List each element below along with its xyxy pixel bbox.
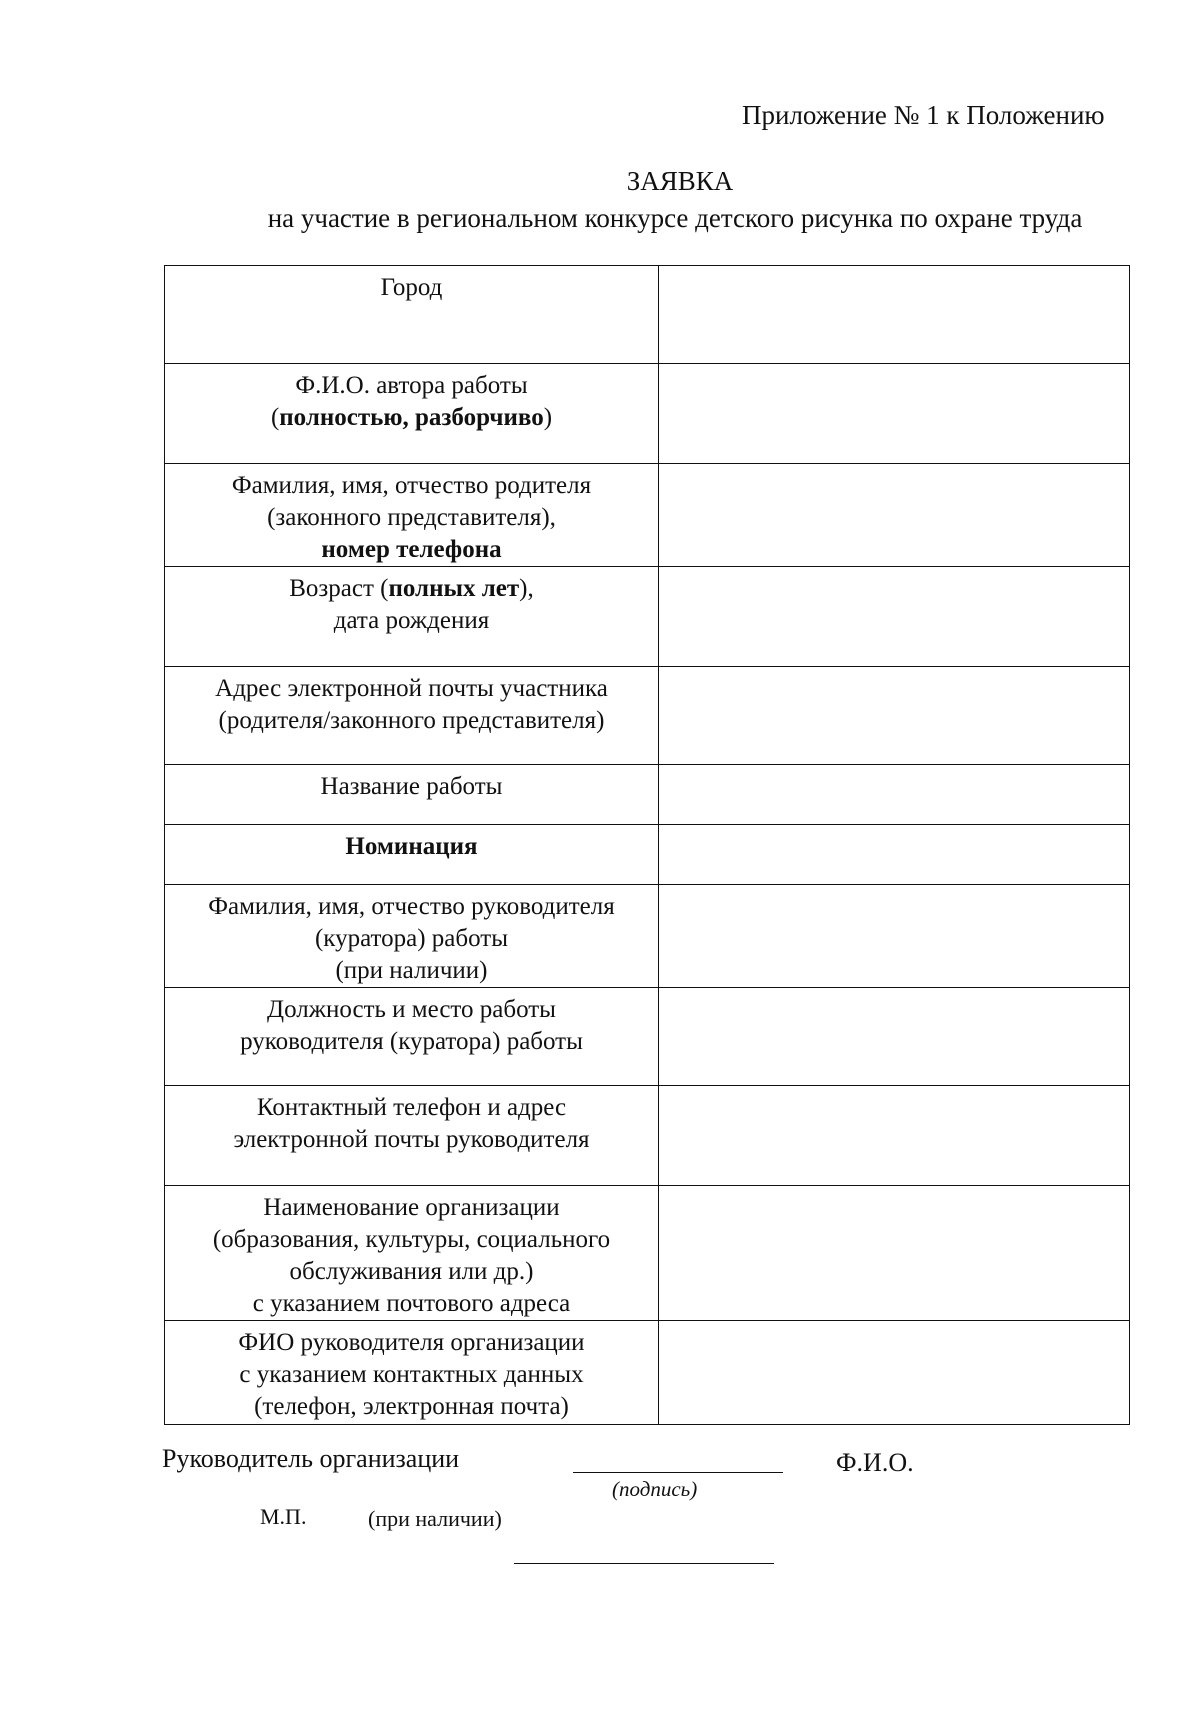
form-row: [165, 364, 1130, 464]
label-line: [165, 1391, 658, 1423]
label-text: руководителя (куратора) работы: [240, 1028, 583, 1055]
label-line: [165, 1026, 658, 1058]
form-row: [165, 1321, 1130, 1425]
label-text: Контактный телефон и адрес: [256, 1094, 567, 1121]
form-field-label: [165, 464, 659, 567]
stamp-note: (при наличии): [368, 1506, 502, 1531]
label-line: [165, 955, 658, 987]
form-field-input[interactable]: [659, 266, 1130, 364]
form-field-label: [165, 266, 659, 364]
form-field-label: [165, 667, 659, 765]
label-line: [165, 673, 658, 705]
signature-caption: (подпись): [612, 1477, 698, 1501]
label-text: Фамилия, имя, отчество родителя: [231, 472, 592, 499]
label-text: (образования, культуры, социального: [212, 1226, 611, 1253]
label-text: (при наличии): [335, 957, 488, 984]
signature-line[interactable]: [573, 1472, 783, 1473]
label-line: [165, 1192, 658, 1224]
application-form-table: [164, 265, 1130, 1425]
form-row: [165, 885, 1130, 988]
label-line: [165, 1256, 658, 1288]
form-field-input[interactable]: [659, 567, 1130, 667]
form-field-input[interactable]: [659, 825, 1130, 885]
label-line: [165, 573, 658, 605]
form-row: [165, 1086, 1130, 1186]
label-text: дата рождения: [333, 607, 490, 634]
label-text: Ф.И.О. автора работы: [295, 372, 528, 399]
label-line: [165, 771, 658, 803]
organization-head-label: Руководитель организации: [162, 1444, 460, 1473]
label-text: обслуживания или др.): [289, 1258, 534, 1285]
label-text: Адрес электронной почты участника: [215, 675, 608, 702]
label-line: [165, 1224, 658, 1256]
label-line: [165, 891, 658, 923]
form-field-input[interactable]: [659, 1086, 1130, 1186]
label-text: ФИО руководителя организации: [238, 1329, 585, 1356]
form-field-label: [165, 1186, 659, 1321]
form-row: [165, 266, 1130, 364]
label-line: [165, 831, 658, 863]
form-field-input[interactable]: [659, 988, 1130, 1086]
label-text: (: [270, 404, 280, 431]
label-text: Должность и место работы: [267, 996, 556, 1023]
form-field-input[interactable]: [659, 364, 1130, 464]
form-field-input[interactable]: [659, 885, 1130, 988]
label-text-bold: Номинация: [345, 833, 478, 860]
stamp-label: М.П.: [260, 1504, 307, 1529]
form-field-label: [165, 364, 659, 464]
document-title: ЗАЯВКА: [626, 166, 734, 196]
form-row: [165, 825, 1130, 885]
appendix-reference: Приложение № 1 к Положению: [742, 100, 1105, 130]
form-field-label: [165, 765, 659, 825]
label-text: Наименование организации: [263, 1194, 560, 1221]
label-text: с указанием почтового адреса: [252, 1290, 571, 1317]
label-text: Город: [380, 274, 443, 301]
label-line: [165, 370, 658, 402]
label-line: [165, 1124, 658, 1156]
form-field-label: [165, 885, 659, 988]
form-row: [165, 988, 1130, 1086]
label-text: (законного представителя),: [267, 504, 556, 531]
label-text: Возраст (: [289, 575, 389, 602]
label-text: ),: [519, 575, 534, 602]
label-text-bold: полных лет: [388, 575, 520, 602]
form-row: [165, 1186, 1130, 1321]
label-line: [165, 402, 658, 434]
label-text: (родителя/законного представителя): [218, 707, 605, 734]
label-line: [165, 705, 658, 737]
label-text: ): [543, 404, 553, 431]
form-field-input[interactable]: [659, 765, 1130, 825]
label-text: (телефон, электронная почта): [254, 1393, 569, 1420]
label-line: [165, 605, 658, 637]
label-text: с указанием контактных данных: [239, 1361, 584, 1388]
label-line: [165, 923, 658, 955]
label-text: Фамилия, имя, отчество руководителя: [208, 893, 615, 920]
document-subtitle: на участие в региональном конкурсе детского рисунка по охране труда: [267, 203, 1083, 233]
label-line: [165, 994, 658, 1026]
label-line: [165, 470, 658, 502]
form-row: [165, 464, 1130, 567]
label-text: Название работы: [320, 773, 503, 800]
label-line: [165, 1327, 658, 1359]
label-line: [165, 1092, 658, 1124]
form-field-label: [165, 825, 659, 885]
fio-label: Ф.И.О.: [836, 1448, 914, 1477]
label-text: (куратора) работы: [314, 925, 509, 952]
form-field-label: [165, 988, 659, 1086]
form-field-input[interactable]: [659, 1321, 1130, 1425]
label-line: [165, 1288, 658, 1320]
form-field-input[interactable]: [659, 1186, 1130, 1321]
form-row: [165, 567, 1130, 667]
form-field-input[interactable]: [659, 464, 1130, 567]
label-line: [165, 534, 658, 566]
label-line: [165, 502, 658, 534]
label-line: [165, 272, 658, 304]
form-field-label: [165, 1086, 659, 1186]
form-field-input[interactable]: [659, 667, 1130, 765]
label-text: электронной почты руководителя: [233, 1126, 590, 1153]
stamp-line[interactable]: [514, 1563, 774, 1564]
form-row: [165, 765, 1130, 825]
label-text-bold: полностью, разборчиво: [279, 404, 544, 431]
form-field-label: [165, 1321, 659, 1425]
label-line: [165, 1359, 658, 1391]
label-text-bold: номер телефона: [321, 536, 502, 563]
form-field-label: [165, 567, 659, 667]
form-row: [165, 667, 1130, 765]
